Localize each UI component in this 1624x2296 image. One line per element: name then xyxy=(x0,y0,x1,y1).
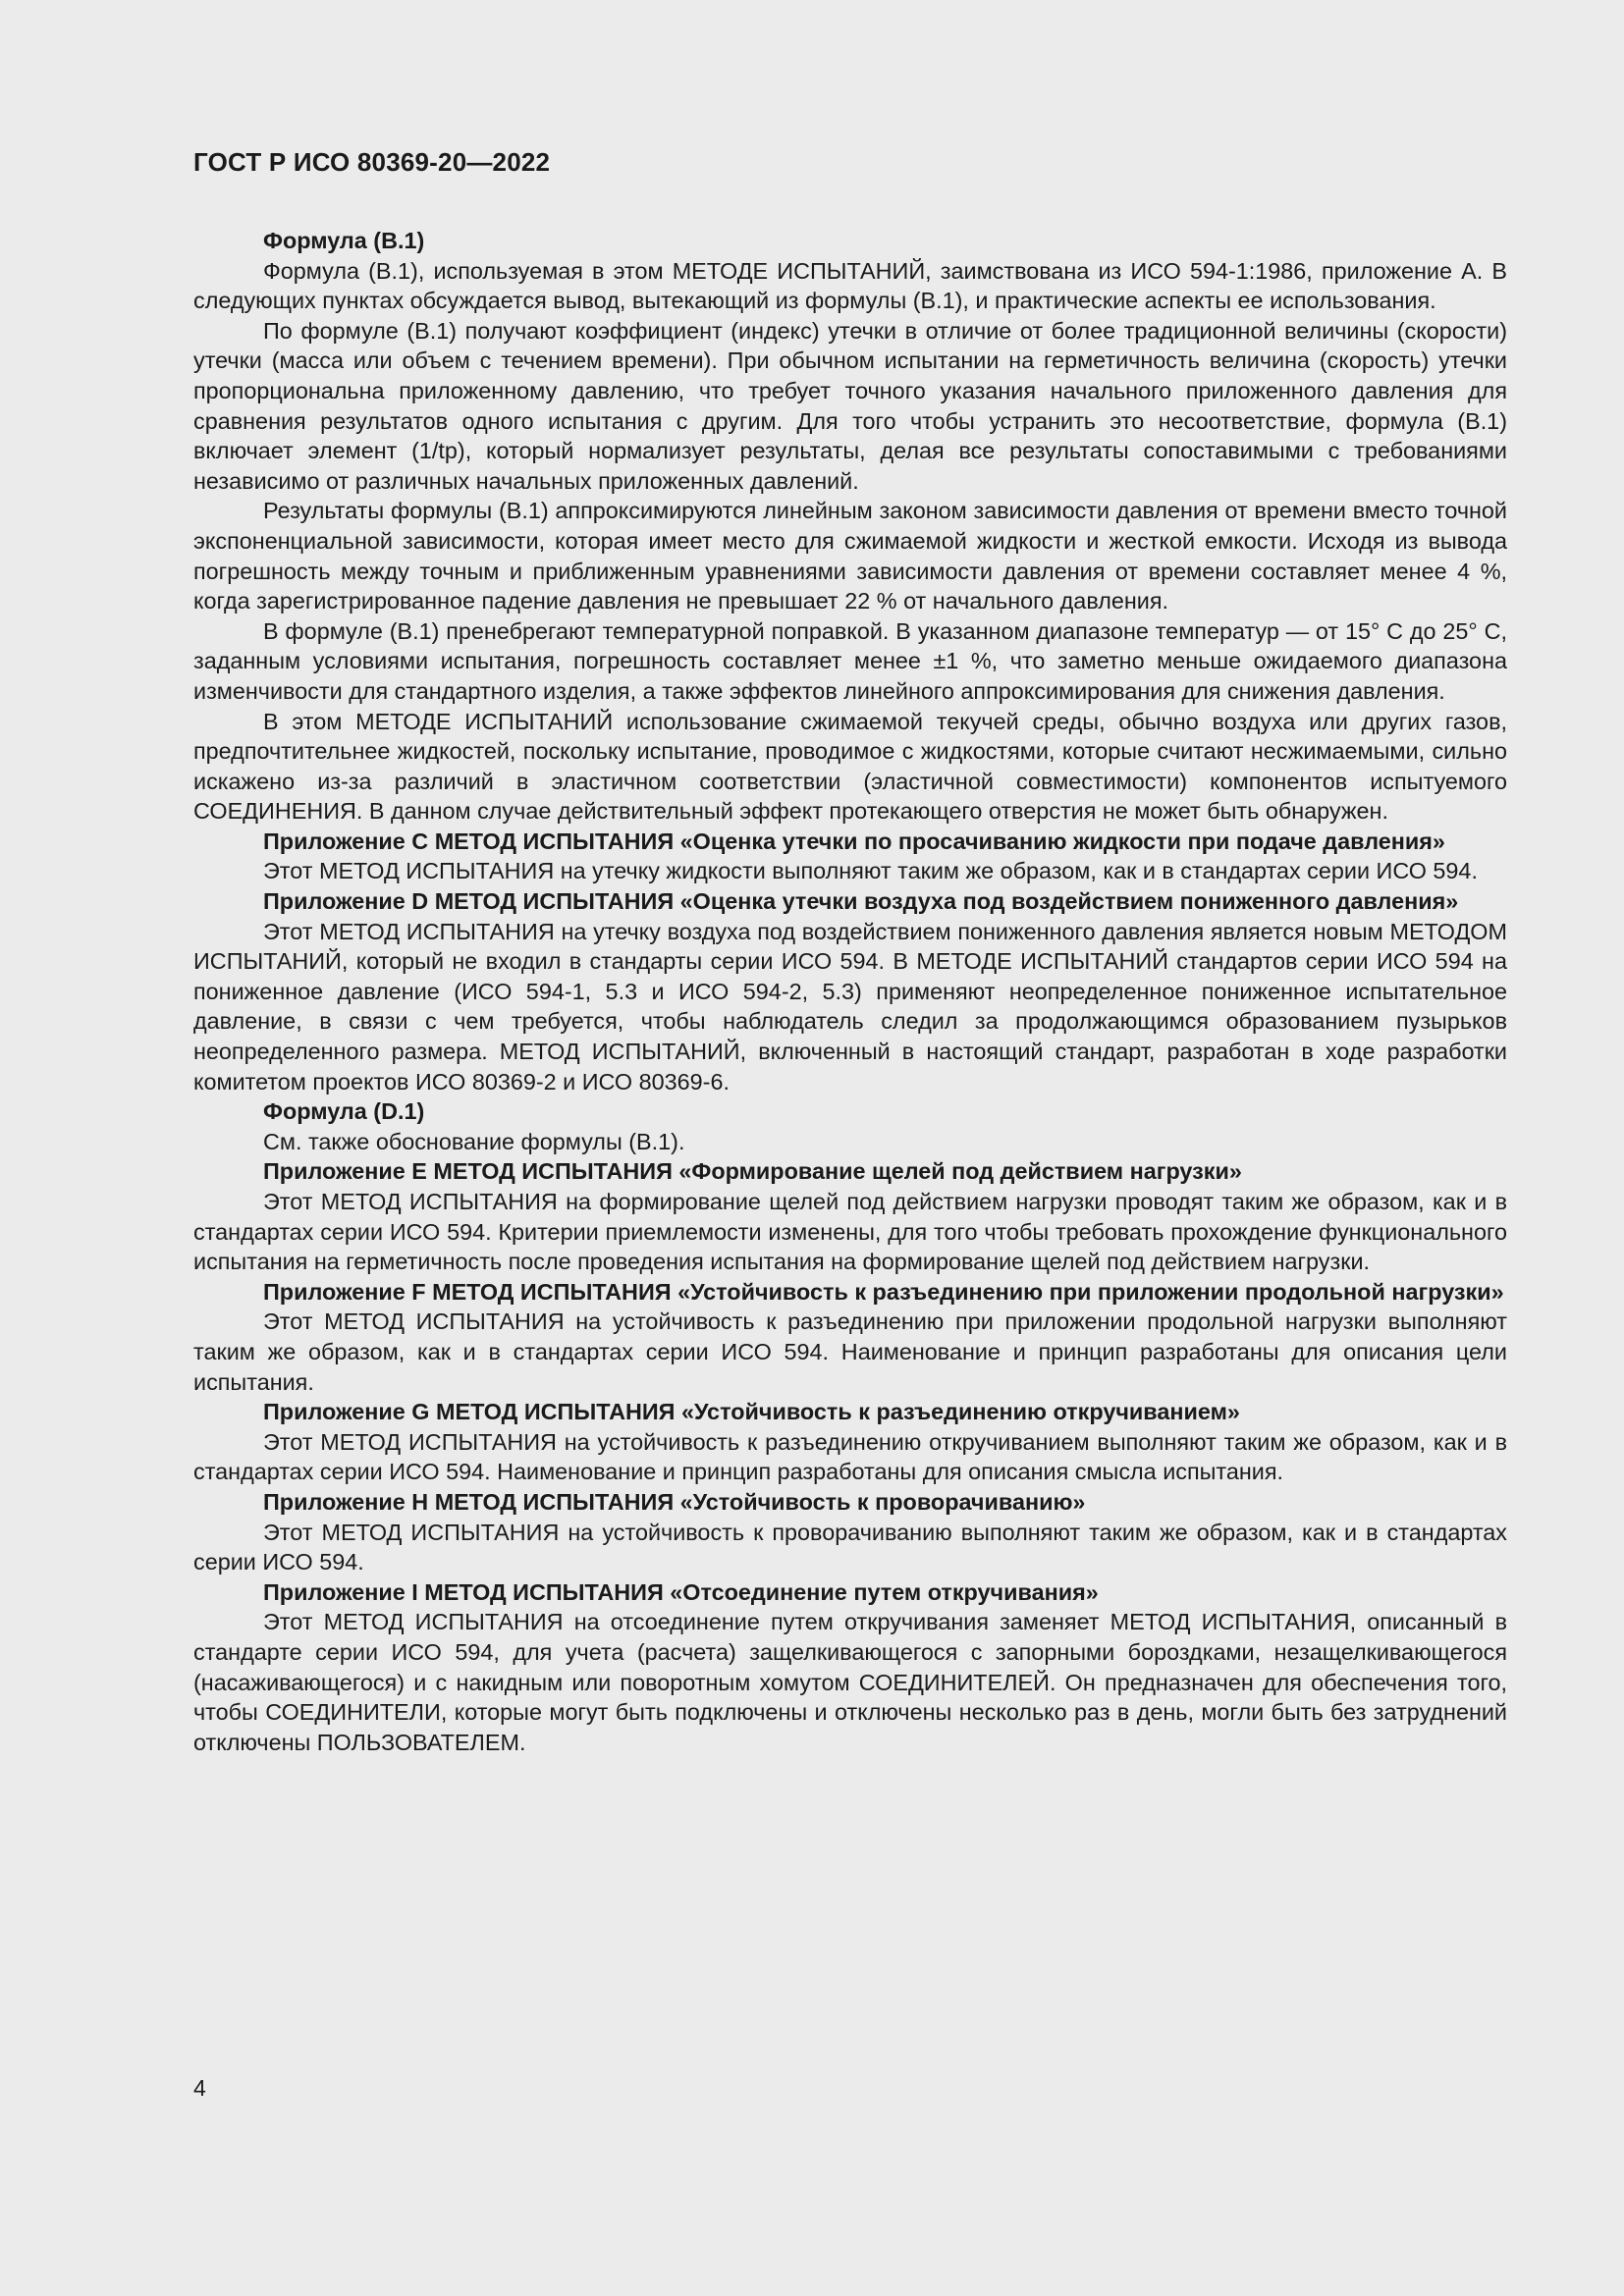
paragraph: По формуле (B.1) получают коэффициент (индекс) утечки в отличие от более традиционной величины (скорости) утечки (масса или объем с течением времени). При обычном испытании на герметичность величина (скорость) утечки пропорциональна приложенному давлению, что требует точного указания начального приложенного давления для сравнения результатов одного испытания с другим. Для того чтобы устранить это несоответствие, формула (B.1) включает элемент (1/tp), который нормализует результаты, делая все результаты сопоставимыми с требованиями независимо от различных начальных приложенных давлений. xyxy=(193,317,1507,494)
heading-annex-f: Приложение F МЕТОД ИСПЫТАНИЯ «Устойчивость к разъединению при приложении продольной нагрузки» xyxy=(263,1278,1504,1305)
paragraph: Результаты формулы (B.1) аппроксимируются линейным законом зависимости давления от времени вместо точной экспоненциальной зависимости, которая имеет место для сжимаемой жидкости и жесткой емкости. Исходя из вывода погрешность между точным и приближенным уравнениями зависимости давления от времени составляет менее 4 %, когда зарегистрированное падение давления не превышает 22 % от начального давления. xyxy=(193,498,1507,614)
paragraph: Этот МЕТОД ИСПЫТАНИЯ на устойчивость к проворачиванию выполняют таким же образом, как и в стандартах серии ИСО 594. xyxy=(193,1519,1507,1575)
document-body xyxy=(193,226,1507,1757)
document-header: ГОСТ Р ИСО 80369-20—2022 xyxy=(193,147,551,177)
heading-annex-h: Приложение Н МЕТОД ИСПЫТАНИЯ «Устойчивость к проворачиванию» xyxy=(263,1488,1086,1515)
paragraph: Этот МЕТОД ИСПЫТАНИЯ на устойчивость к разъединению откручиванием выполняют таким же образом, как и в стандартах серии ИСО 594. Наименование и принцип разработаны для описания смысла испытания. xyxy=(193,1428,1507,1485)
paragraph: В формуле (B.1) пренебрегают температурной поправкой. В указанном диапазоне температур — от 15° С до 25° С, заданным условиями испытания, погрешность составляет менее ±1 %, что заметно меньше ожидаемого диапазона изменчивости для стандартного изделия, а также эффектов линейного аппроксимирования для снижения давления. xyxy=(193,617,1507,704)
paragraph: Этот МЕТОД ИСПЫТАНИЯ на утечку воздуха под воздействием пониженного давления является новым МЕТОДОМ ИСПЫТАНИЙ, который не входил в стандарты серии ИСО 594. В МЕТОДЕ ИСПЫТАНИЙ стандартов серии ИСО 594 на пониженное давление (ИСО 594-1, 5.3 и ИСО 594-2, 5.3) применяют неопределенное пониженное испытательное давление, в связи с чем требуется, чтобы наблюдатель следил за продолжающимся образованием пузырьков неопределенного размера. МЕТОД ИСПЫТАНИЙ, включенный в настоящий стандарт, разработан в ходе разработки комитетом проектов ИСО 80369-2 и ИСО 80369-6. xyxy=(193,918,1507,1095)
paragraph: Этот МЕТОД ИСПЫТАНИЯ на отсоединение путем откручивания заменяет МЕТОД ИСПЫТАНИЯ, описанный в стандарте серии ИСО 594, для учета (расчета) защелкивающегося с запорными бороздками, незащелкивающегося (насаживающегося) и с накидным или поворотным хомутом СОЕДИНИТЕЛЕЙ. Он предназначен для обеспечения того, чтобы СОЕДИНИТЕЛИ, которые могут быть подключены и отключены несколько раз в день, могли быть без затруднений отключены ПОЛЬЗОВАТЕЛЕМ. xyxy=(193,1609,1507,1755)
paragraph: Этот МЕТОД ИСПЫТАНИЯ на устойчивость к разъединению при приложении продольной нагрузки выполняют таким же образом, как и в стандартах серии ИСО 594. Наименование и принцип разработаны для описания цели испытания. xyxy=(193,1308,1507,1395)
heading-annex-c: Приложение С МЕТОД ИСПЫТАНИЯ «Оценка утечки по просачиванию жидкости при подаче давления» xyxy=(263,828,1445,854)
heading-annex-i: Приложение I МЕТОД ИСПЫТАНИЯ «Отсоединение путем откручивания» xyxy=(263,1578,1099,1605)
heading-annex-d: Приложение D МЕТОД ИСПЫТАНИЯ «Оценка утечки воздуха под воздействием пониженного давления» xyxy=(263,888,1459,915)
heading-annex-g: Приложение G МЕТОД ИСПЫТАНИЯ «Устойчивость к разъединению откручиванием» xyxy=(263,1399,1240,1425)
paragraph: Этот МЕТОД ИСПЫТАНИЯ на утечку жидкости выполняют таким же образом, как и в стандартах серии ИСО 594. xyxy=(263,858,1478,884)
paragraph: В этом МЕТОДЕ ИСПЫТАНИЙ использование сжимаемой текучей среды, обычно воздуха или других газов, предпочтительнее жидкостей, поскольку испытание, проводимое с жидкостями, которые считают несжимаемыми, сильно искажено из-за различий в эластичном соответствии (эластичной совместимости) компонентов испытуемого СОЕДИНЕНИЯ. В данном случае действительный эффект протекающего отверстия не может быть обнаружен. xyxy=(193,708,1507,825)
heading-formula-b1: Формула (B.1) xyxy=(263,228,425,253)
paragraph: Этот МЕТОД ИСПЫТАНИЯ на формирование щелей под действием нагрузки проводят таким же образом, как и в стандартах серии ИСО 594. Критерии приемлемости изменены, для того чтобы требовать прохождение функционального испытания на герметичность после проведения испытания на формирование щелей под действием нагрузки. xyxy=(193,1189,1507,1275)
heading-annex-e: Приложение Е МЕТОД ИСПЫТАНИЯ «Формирование щелей под действием нагрузки» xyxy=(263,1158,1242,1185)
page-number: 4 xyxy=(193,2075,206,2101)
paragraph: Формула (B.1), используемая в этом МЕТОДЕ ИСПЫТАНИЙ, заимствована из ИСО 594-1:1986, приложение А. В следующих пунктах обсуждается вывод, вытекающий из формулы (B.1), и практические аспекты ее использования. xyxy=(193,257,1507,314)
paragraph: См. также обоснование формулы (B.1). xyxy=(263,1128,685,1154)
heading-formula-d1: Формула (D.1) xyxy=(263,1098,425,1125)
